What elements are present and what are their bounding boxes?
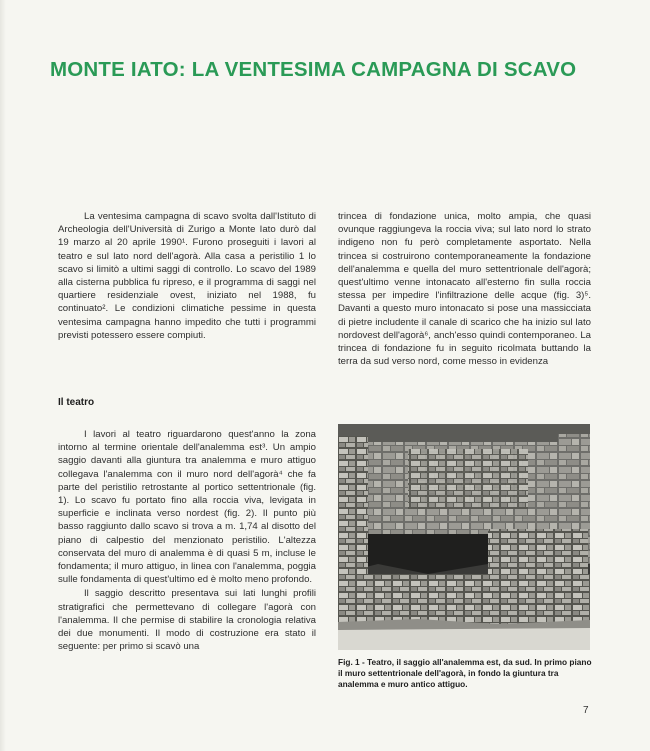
excavation-photo	[338, 424, 590, 650]
intro-paragraph: La ventesima campagna di scavo svolta dall'Istituto di Archeologia dell'Università di Zurigo a Monte Iato durò dal 19 marzo al 20 aprile 1990¹. Furono proseguiti i lavori al teatro e sul lato nord dell'agorà. Alla casa a peristilio 1 lo scavo si limitò a ultimi saggi di controllo. Lo scavo del 1989 alla cisterna pubblica fu ripreso, e il programma di saggi nel quartiere residenziale ovest, iniziato nel 1988, fu continuato². Le condizioni climatiche pessime in questa ventesima campagna hanno impedito che tutti i programmi previsti potessero essere compiuti.	[58, 211, 316, 341]
section-column	[58, 428, 316, 653]
section-heading: Il teatro	[58, 397, 95, 408]
right-column-paragraph: trincea di fondazione unica, molto ampia, che quasi ovunque raggiungeva la roccia viva; sul lato nord lo strato indigeno non fu però completamente asportato. Nella trincea si costruirono contemporaneamente la fondazione dell'analemma e quella del muro settentrionale dell'agorà; quest'ultimo venne intonacato all'esterno fin sulla roccia stessa per impedire l'infiltrazione delle acque (fig. 3)⁵. Davanti a questo muro intonacato si pose una massicciata di pietre includente il canale di scarico che ha inizio sul lato nordovest dell'agorà⁶, anch'esso quindi contemporaneo. La trincea di fondazione fu in seguito ricolmata buttando la terra da sud verso nord, come messo in evidenza	[338, 211, 591, 368]
figure-caption: Fig. 1 - Teatro, il saggio all'analemma est, da sud. In primo piano il muro settentrionale dell'agorà, in fondo la giuntura tra analemma e muro antico attiguo.	[338, 657, 592, 689]
section-paragraph-2: Il saggio descritto presentava sui lati lunghi profili stratigrafici che permettevano di collegare l'agorà con l'analemma. Il che permise di stabilire la cronologia relativa dei due monumenti. Il modo di costruzione era stato il seguente: per primo si scavò una	[58, 588, 316, 653]
intro-column	[58, 210, 316, 342]
page-number: 7	[583, 705, 589, 716]
page-edge	[0, 0, 6, 751]
article-title: MONTE IATO: LA VENTESIMA CAMPAGNA DI SCAVO	[50, 58, 577, 81]
section-paragraph-1: I lavori al teatro riguardarono quest'anno la zona intorno al termine orientale dell'analemma est³. Un ampio saggio davanti alla giuntura tra analemma e muro attiguo collegava l'analemma con il muro nord dell'agorà⁴ che fa parte del peristilio retrostante al portico settentrionale (fig. 1). Lo scavo fu portato fino alla roccia viva, levigata in superficie e inclinata verso nordest (fig. 2). Il punto più basso raggiunto dallo scavo si trova a m. 1,74 al disotto del piano di calpestio del menzionato peristilio. L'altezza conservata del muro di analemma è di quasi 5 m, incluse le fondamenta; il muro attiguo, in linea con l'analemma, poggia sulle fondamenta di quest'ultimo ed è molto meno profondo.	[58, 429, 316, 586]
right-column	[338, 210, 591, 368]
